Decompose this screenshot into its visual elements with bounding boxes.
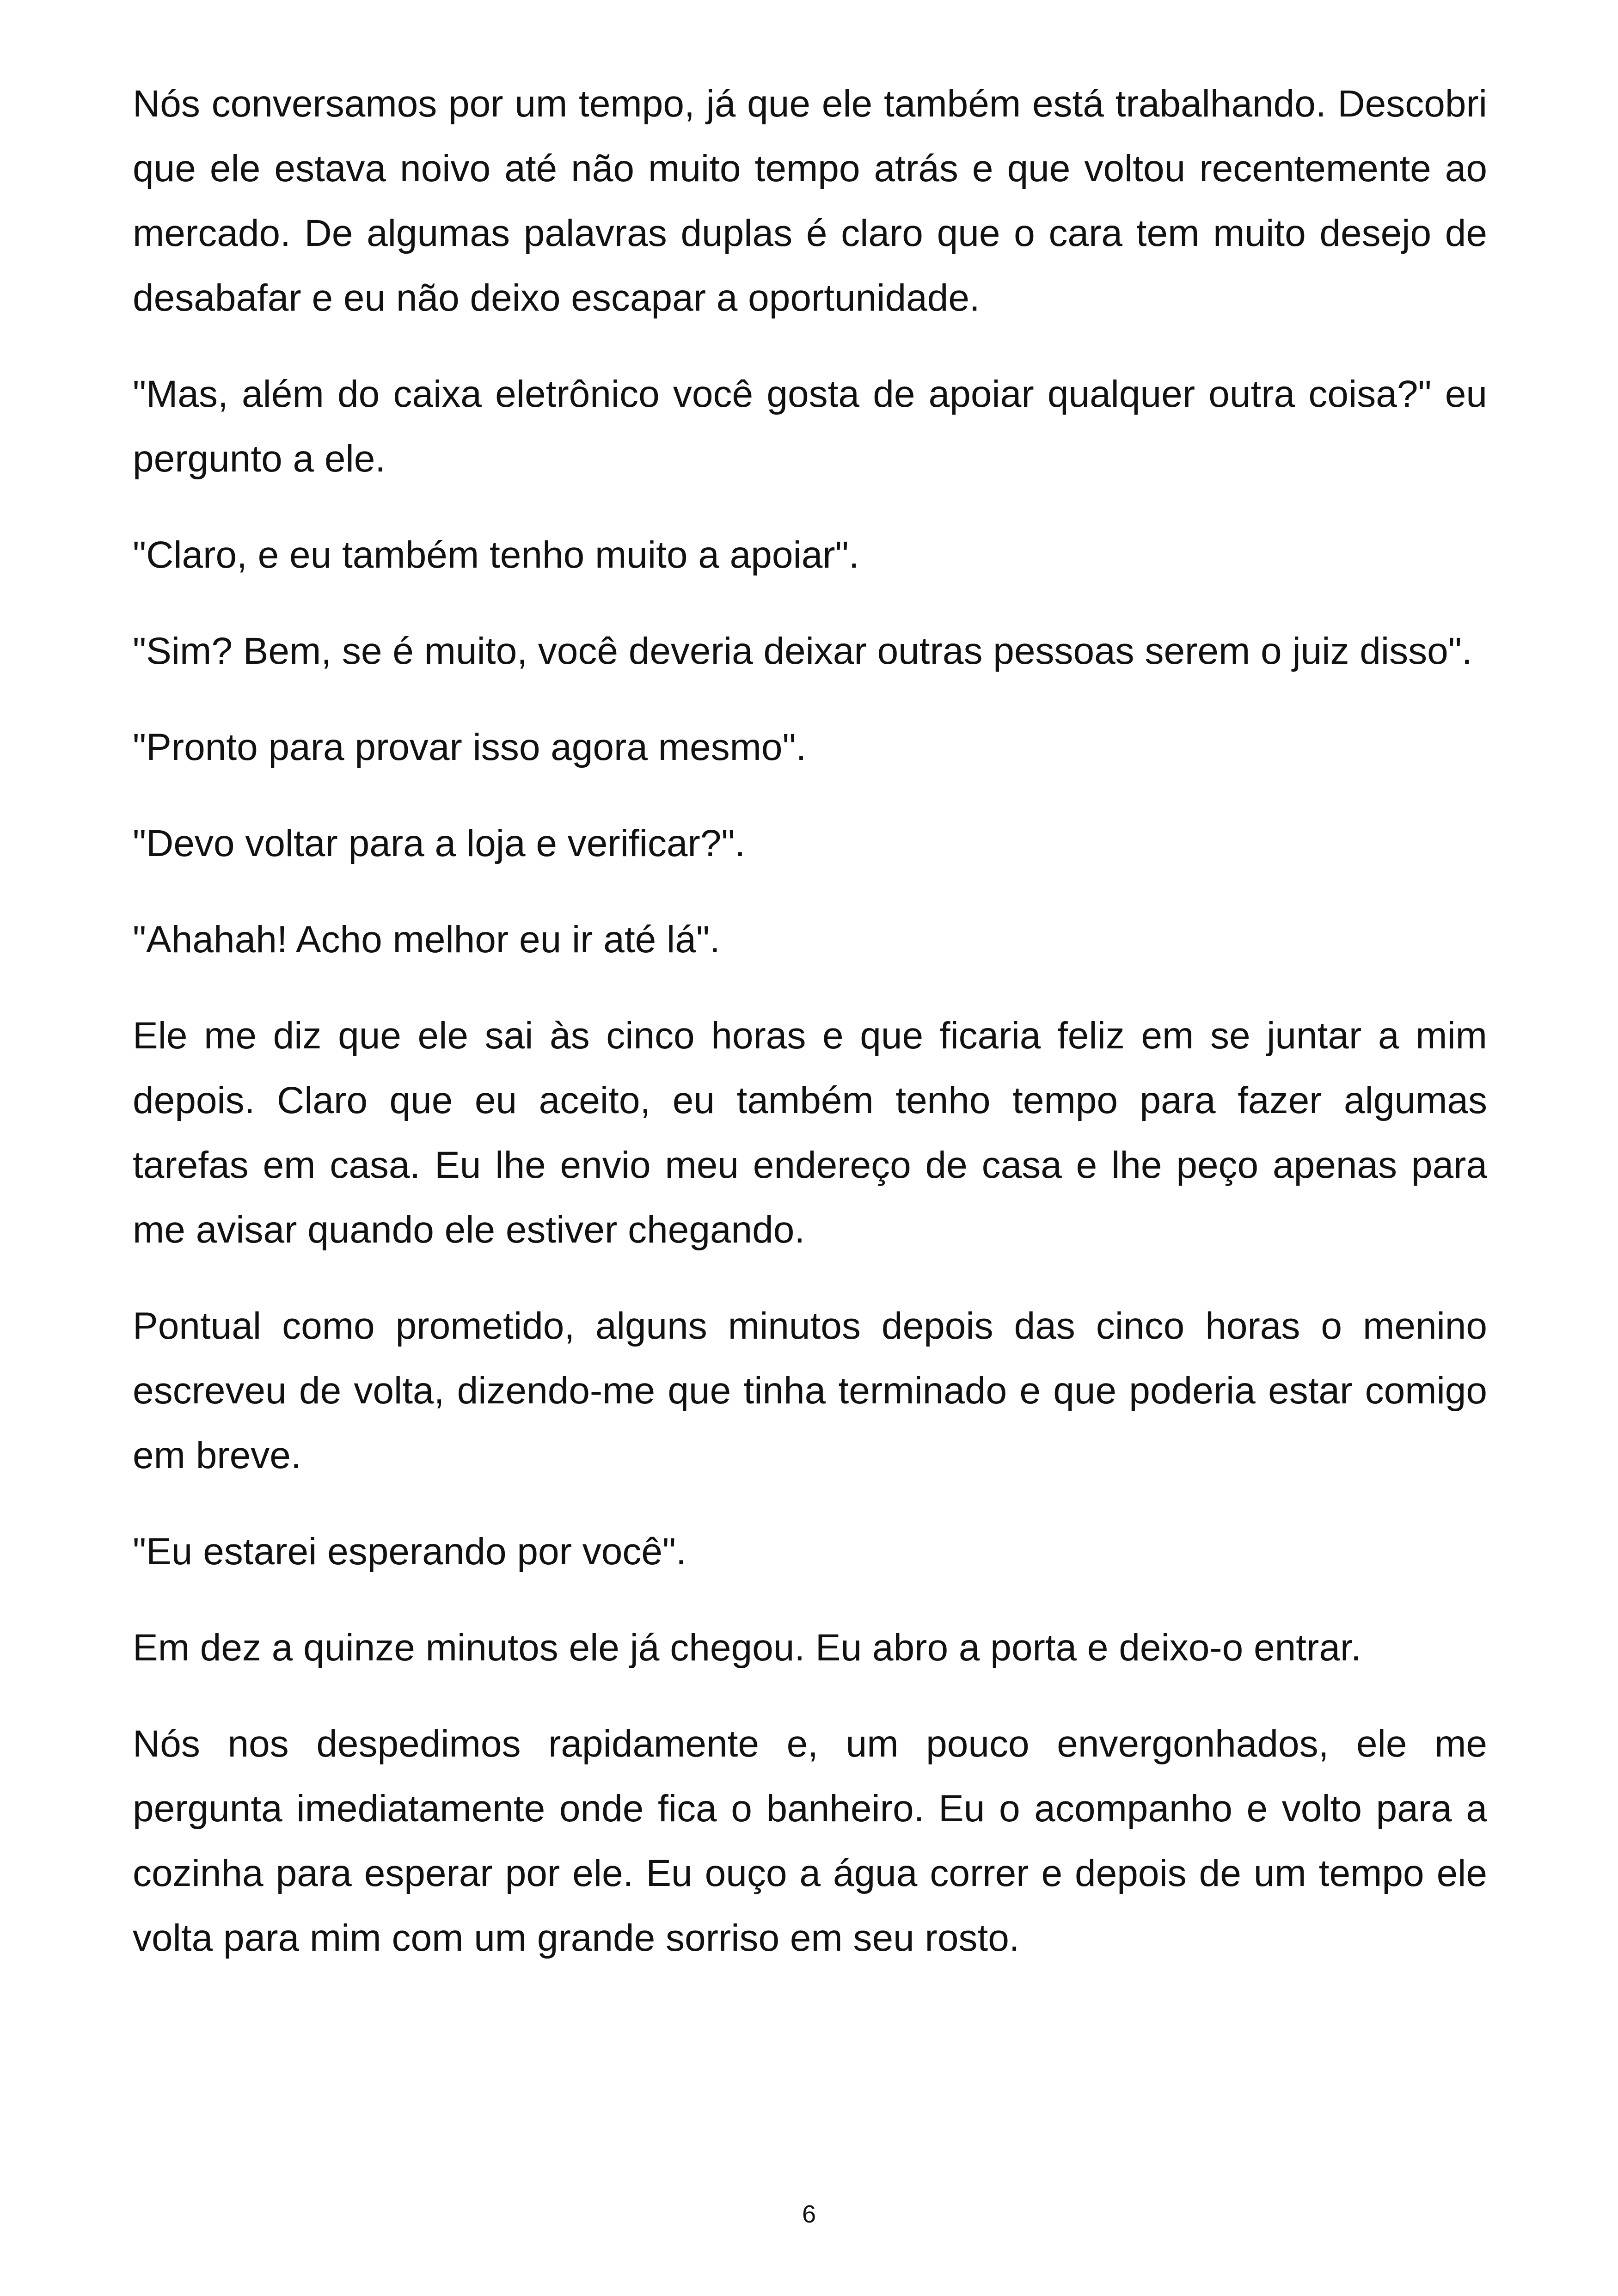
paragraph-5: "Pronto para provar isso agora mesmo". bbox=[133, 726, 807, 768]
paragraph-9: Pontual como prometido, alguns minutos depois das cinco horas o menino escreveu de volta, dizendo-me que tinha terminado e que poderia estar comigo em breve. bbox=[133, 1305, 1487, 1476]
paragraph-12: Nós nos despedimos rapidamente e, um pouco envergonhados, ele me pergunta imediatamente onde fica o banheiro. Eu o acompanho e volto para a cozinha para esperar por ele. Eu ouço a água correr e depois de um tempo ele volta para mim com um grande sorriso em seu rosto. bbox=[133, 1723, 1487, 1959]
paragraph-7: "Ahahah! Acho melhor eu ir até lá". bbox=[133, 918, 720, 961]
body-text bbox=[133, 72, 1487, 2002]
paragraph-3: "Claro, e eu também tenho muito a apoiar". bbox=[133, 534, 859, 576]
paragraph-1: Nós conversamos por um tempo, já que ele também está trabalhando. Descobri que ele estava noivo até não muito tempo atrás e que voltou recentemente ao mercado. De algumas palavras duplas é claro que o cara tem muito desejo de desabafar e eu não deixo escapar a oportunidade. bbox=[133, 83, 1487, 319]
paragraph-2: "Mas, além do caixa eletrônico você gosta de apoiar qualquer outra coisa?" eu pergunto a ele. bbox=[133, 373, 1487, 480]
paragraph-4: "Sim? Bem, se é muito, você deveria deixar outras pessoas serem o juiz disso". bbox=[133, 630, 1472, 672]
paragraph-11: Em dez a quinze minutos ele já chegou. Eu abro a porta e deixo-o entrar. bbox=[133, 1627, 1361, 1669]
paragraph-6: "Devo voltar para a loja e verificar?". bbox=[133, 822, 746, 864]
paragraph-10: "Eu estarei esperando por você". bbox=[133, 1531, 686, 1573]
paragraph-8: Ele me diz que ele sai às cinco horas e que ficaria feliz em se juntar a mim depois. Claro que eu aceito, eu também tenho tempo para fazer algumas tarefas em casa. Eu lhe envio meu endereço de casa e lhe peço apenas para me avisar quando ele estiver chegando. bbox=[133, 1015, 1487, 1251]
page-number: 6 bbox=[802, 2200, 816, 2228]
